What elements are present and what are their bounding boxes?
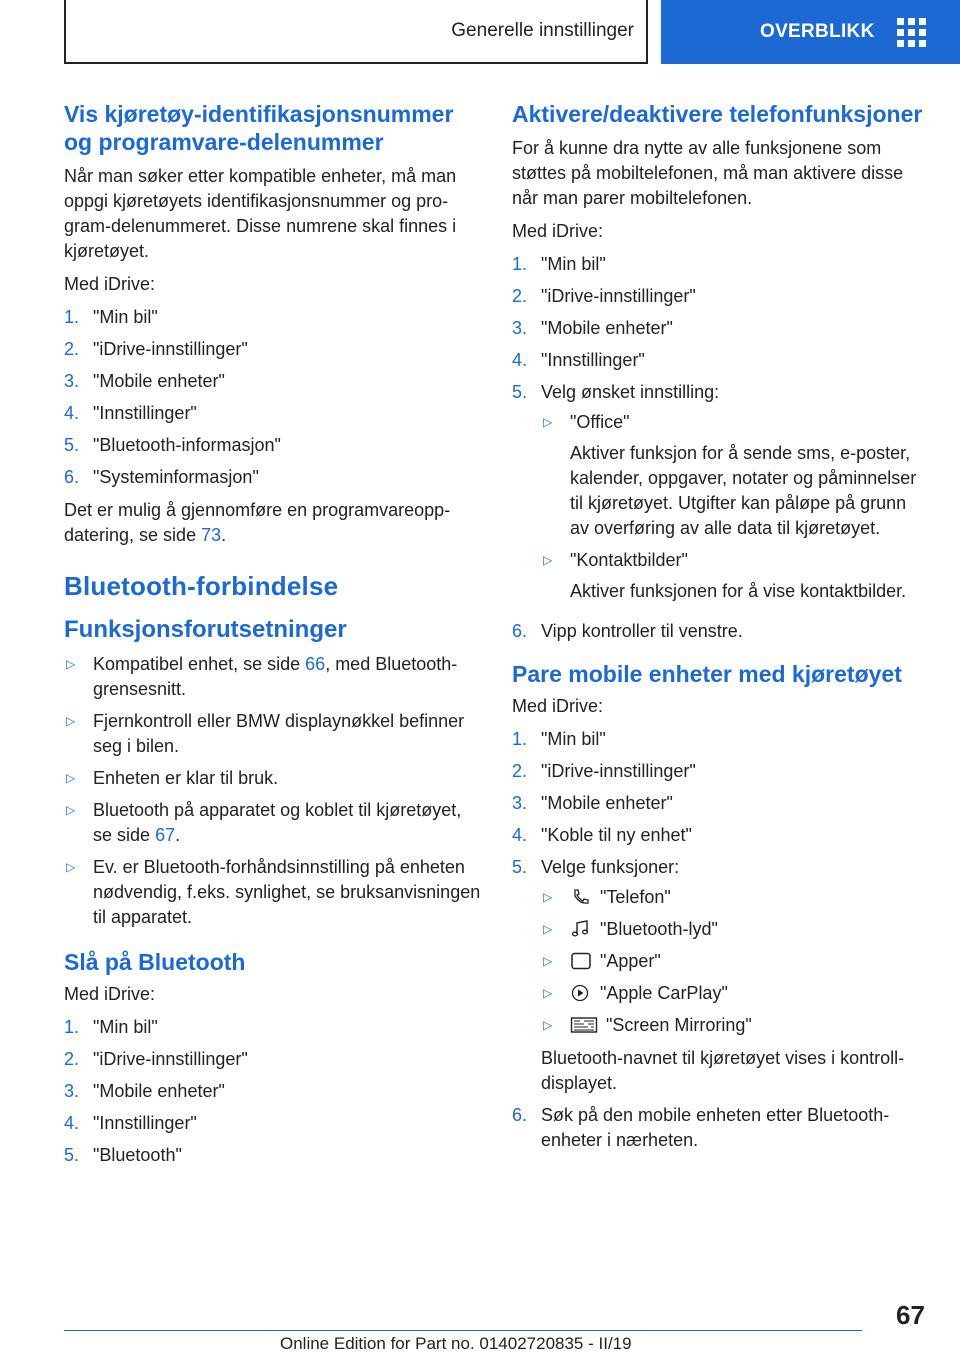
vin-steps-list [64,305,482,490]
list-item: 1. "Min bil" [512,254,606,274]
triangle-bullet-icon: ▷ [543,890,553,904]
list-item: ▷ Bluetooth på apparatet og koblet til kjøretøyet, se side 67. [64,798,482,848]
contact-pictures-option: "Kontaktbilder" [570,550,688,570]
bluetooth-heading: Bluetooth-forbindelse [64,571,339,601]
list-item: 5. "Bluetooth-informasjon" [64,435,281,455]
pair-note: Bluetooth-navnet til kjøretøyet vises i kontrolldisplayet. [541,1048,905,1093]
triangle-bullet-icon: ▷ [66,860,76,874]
bluetooth-on-heading: Slå på Bluetooth [64,949,246,975]
vin-heading: Vis kjøretøy-identifikasjonsnummer og programvare-delenummer [64,101,454,155]
section-title: Generelle innstillinger [451,20,634,41]
list-item: 4. "Innstillinger" [64,1113,197,1133]
overview-grid-icon [897,18,926,47]
triangle-bullet-icon: ▷ [66,657,76,671]
header-section-tab[interactable] [64,0,648,64]
triangle-bullet-icon: ▷ [543,1018,553,1032]
triangle-bullet-icon: ▷ [543,553,553,567]
list-item: 4. "Innstillinger" [64,403,197,423]
list-item: 4. "Innstillinger" [512,350,645,370]
page-link-73[interactable]: 73 [201,525,222,545]
page-link-66[interactable]: 66 [305,654,326,674]
list-item: 1. "Min bil" [64,1017,158,1037]
list-item: 5. Velge funksjoner: ▷ "Telefon" ▷ "Bluetooth-lyd" ▷ "Apper" ▷ "Apple CarPlay" ▷ "Screen Mirroring" Bluetooth-navnet til kjøretøyet vises i kontrolldisplayet. [512,855,930,1096]
screen-mirroring-icon [570,1016,598,1034]
office-description: Aktiver funksjon for å sende sms, e-poster, kalender, oppgaver, notater og påminnelser til kjøretøyet. Utgifter kan påløpe på grunn av overføring av alle data til kjøretøyet. [570,443,917,538]
list-item [541,548,930,604]
list-item: 3. "Mobile enheter" [64,1081,225,1101]
page-link-67[interactable]: 67 [155,825,176,845]
apps-icon [570,952,592,970]
contact-pictures-description: Aktiver funksjonen for å vise kontaktbilder. [570,581,907,601]
list-item: 1. "Min bil" [64,307,158,327]
office-option: "Office" [570,412,630,432]
list-item: 6. Vipp kontroller til venstre. [512,621,743,641]
functions-list [541,885,930,1038]
prerequisites-heading: Funksjonsforutsetninger [64,616,347,643]
triangle-bullet-icon: ▷ [66,803,76,817]
vin-intro: Når man søker etter kompatible enheter, må man oppgi kjøretøyets identifikasjonsnummer og program-delenummeret. Disse numrene skal finnes i kjøretøyet. [64,166,457,261]
triangle-bullet-icon: ▷ [66,714,76,728]
list-item: ▷ Kompatibel enhet, se side 66, med Bluetooth-grensesnitt. [64,652,482,702]
list-item: 2. "iDrive-innstillinger" [64,339,248,359]
settings-options-list [541,410,930,604]
triangle-bullet-icon: ▷ [66,771,76,785]
list-item: 6. Søk på den mobile enheten etter Bluetooth-enheter i nærheten. [512,1105,890,1150]
phone-steps-list [512,252,930,644]
music-note-icon [570,920,592,938]
triangle-bullet-icon: ▷ [543,922,553,936]
pair-med-idrive: Med iDrive: [512,696,604,716]
list-item: ▷ "Telefon" [541,885,930,910]
list-item: 2. "iDrive-innstillinger" [512,286,696,306]
list-item: ▷ Enheten er klar til bruk. [64,766,482,791]
overview-button[interactable] [661,0,960,64]
bluetooth-on-med-idrive: Med iDrive: [64,984,156,1004]
list-item [541,410,930,541]
footer-divider [64,1330,862,1331]
list-item: 3. "Mobile enheter" [512,793,673,813]
list-item: ▷ Ev. er Bluetooth-forhåndsinnstilling på enheten nødvendig, f.eks. synlighet, se bruksanvisningen til apparatet. [64,855,482,930]
list-item: 4. "Koble til ny enhet" [512,825,692,845]
pair-devices-heading: Pare mobile enheter med kjøretøyet [512,661,902,687]
list-item: 1. "Min bil" [512,729,606,749]
list-item: ▷ "Apper" [541,949,930,974]
phone-intro: For å kunne dra nytte av alle funksjonene som støttes på mobiltelefonen, må man aktivere disse når man parer mobiltelefonen. [512,138,904,208]
phone-functions-heading: Aktivere/deaktivere telefonfunksjoner [512,101,923,127]
page-number: 67 [896,1300,925,1330]
right-column [512,100,930,1161]
list-item: ▷ Fjernkontroll eller BMW displaynøkkel befinner seg i bilen. [64,709,482,759]
list-item: 6. "Systeminformasjon" [64,467,259,487]
list-item: 2. "iDrive-innstillinger" [64,1049,248,1069]
list-item: ▷ "Bluetooth-lyd" [541,917,930,942]
triangle-bullet-icon: ▷ [543,986,553,1000]
footer-edition: Online Edition for Part no. 01402720835 - II/19 [280,1334,632,1353]
prerequisites-list [64,652,482,930]
triangle-bullet-icon: ▷ [543,954,553,968]
list-item: 5. "Bluetooth" [64,1145,182,1165]
phone-icon [570,888,592,906]
phone-med-idrive: Med iDrive: [512,221,604,241]
left-column [64,100,482,1176]
list-item: 5. Velg ønsket innstilling: ▷ "Office" Aktiver funksjon for å sende sms, e-poster, kalender, oppgaver, notater og påminnelser til kjøretøyet. Utgifter kan påløpe på grunn av overføring av alle data til kjøretøyet. ▷ "Kontaktbilder" Aktiver funksjonen for å vise kontaktbilder. [512,380,930,612]
overview-label: OVERBLIKK [760,21,875,42]
list-item: ▷ "Apple CarPlay" [541,981,930,1006]
software-update-note: Det er mulig å gjennomføre en programvareoppdatering, se side 73. [64,500,451,545]
list-item: ▷ "Screen Mirroring" [541,1013,930,1038]
list-item: 3. "Mobile enheter" [512,318,673,338]
play-icon [570,984,592,1002]
vin-med-idrive: Med iDrive: [64,274,156,294]
pair-steps-list [512,727,930,1153]
bluetooth-on-steps [64,1015,482,1168]
list-item: 2. "iDrive-innstillinger" [512,761,696,781]
list-item: 3. "Mobile enheter" [64,371,225,391]
triangle-bullet-icon: ▷ [543,415,553,429]
